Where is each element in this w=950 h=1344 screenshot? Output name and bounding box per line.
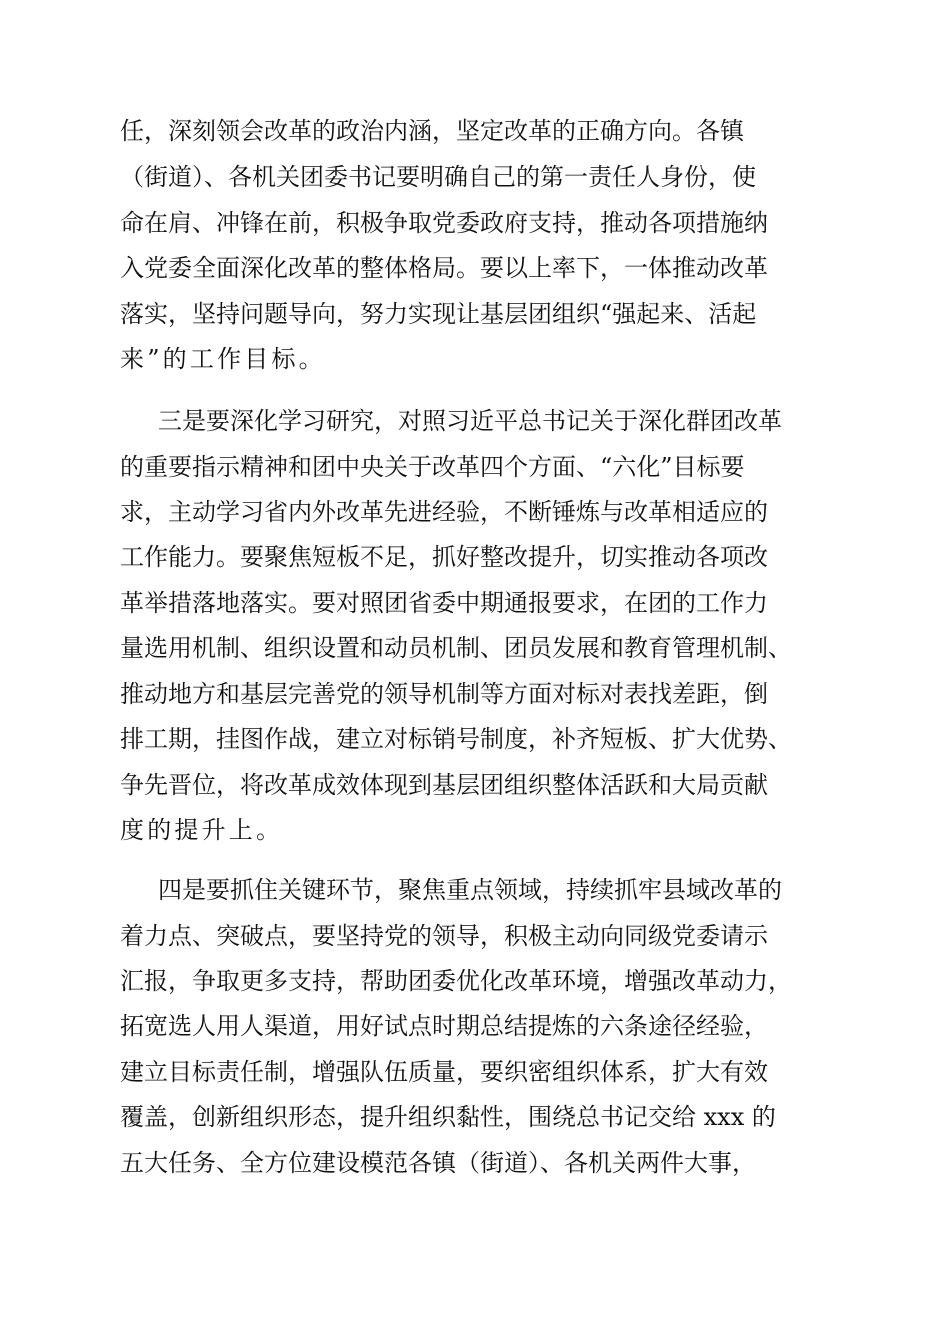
text-line: 入党委全面深化改革的整体格局。要以上率下，一体推动改革 — [120, 254, 768, 282]
text-line: 工作能力。要聚焦短板不足，抓好整改提升，切实推动各项改 — [120, 543, 768, 571]
text-line: 覆盖，创新组织形态，提升组织黏性，围绕总书记交给 xxx 的 — [120, 1103, 776, 1131]
text-line: 排工期，挂图作战，建立对标销号制度，补齐短板、扩大优势、 — [120, 725, 792, 753]
text-line: 汇报，争取更多支持，帮助团委优化改革环境，增强改革动力， — [120, 967, 792, 995]
text-line: 度的提升上。 — [120, 816, 284, 844]
text-line: （街道）、各机关团委书记要明确自己的第一责任人身份，使 — [120, 163, 756, 191]
text-line: 命在肩、冲锋在前，积极争取党委政府支持，推动各项措施纳 — [120, 209, 768, 237]
text-line: 推动地方和基层完善党的领导机制等方面对标对表找差距，倒 — [120, 680, 768, 708]
text-line: 任，深刻领会改革的政治内涵，坚定改革的正确方向。各镇 — [120, 117, 744, 145]
text-line: 求，主动学习省内外改革先进经验，不断锤炼与改革相适应的 — [120, 498, 768, 526]
paragraph-start-line: 四是要抓住关键环节，聚焦重点领域，持续抓牢县域改革的 — [158, 876, 782, 904]
text-line: 量选用机制、组织设置和动员机制、团员发展和教育管理机制、 — [120, 634, 792, 662]
text-line: 革举措落地落实。要对照团省委中期通报要求，在团的工作力 — [120, 589, 768, 617]
text-line: 落实，坚持问题导向，努力实现让基层团组织“强起来、活起 — [120, 300, 757, 328]
text-line: 来”的工作目标。 — [120, 345, 326, 373]
paragraph-start-line: 三是要深化学习研究，对照习近平总书记关于深化群团改革 — [158, 407, 782, 435]
text-line: 争先晋位，将改革成效体现到基层团组织整体活跃和大局贡献 — [120, 771, 768, 799]
text-line: 的重要指示精神和团中央关于改革四个方面、“六化”目标要 — [120, 453, 745, 481]
text-line: 拓宽选人用人渠道，用好试点时期总结提炼的六条途径经验， — [120, 1012, 768, 1040]
text-line: 建立目标责任制，增强队伍质量，要织密组织体系，扩大有效 — [120, 1058, 768, 1086]
text-line: 五大任务、全方位建设模范各镇（街道）、各机关两件大事， — [120, 1149, 756, 1177]
text-line: 着力点、突破点，要坚持党的领导，积极主动向同级党委请示 — [120, 922, 768, 950]
